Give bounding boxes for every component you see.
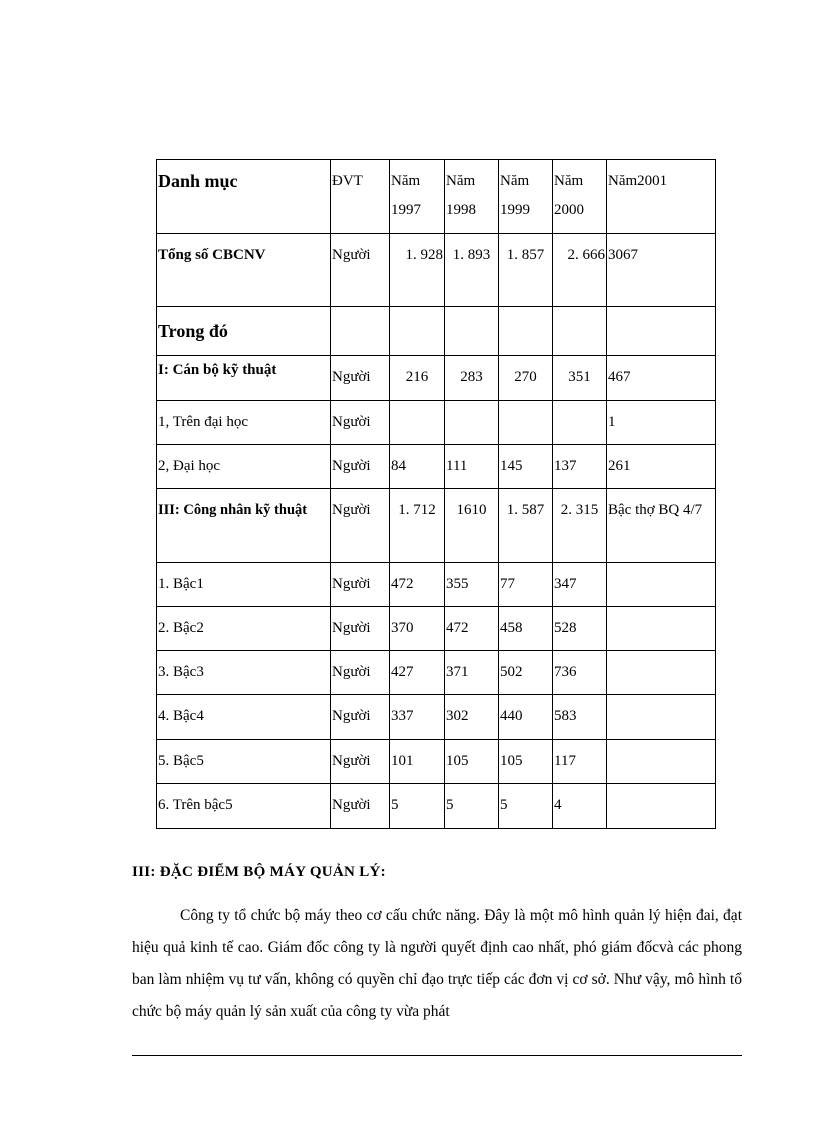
row-1997: 84 (390, 445, 445, 489)
row-category: 6. Trên bậc5 (157, 784, 331, 829)
table-row (157, 234, 716, 307)
row-2000: 137 (553, 445, 607, 489)
row-category: 2, Đại học (157, 445, 331, 489)
row-unit: Người (331, 234, 390, 307)
row-2000: 4 (553, 784, 607, 829)
row-2000: 2. 315 (553, 489, 607, 563)
row-1999 (499, 401, 553, 445)
row-1998: 302 (445, 695, 499, 740)
header-1997: Năm 1997 (390, 160, 445, 234)
row-1998 (445, 401, 499, 445)
row-1997: 472 (390, 563, 445, 607)
header-2000: Năm 2000 (553, 160, 607, 234)
header-category: Danh mục (157, 160, 331, 234)
workforce-table (156, 159, 716, 829)
row-1998: 355 (445, 563, 499, 607)
row-2000 (553, 307, 607, 356)
row-1998: 111 (445, 445, 499, 489)
row-1999: 458 (499, 607, 553, 651)
row-1997 (390, 401, 445, 445)
row-1999: 270 (499, 356, 553, 401)
row-1997: 1. 712 (390, 489, 445, 563)
row-1997: 216 (390, 356, 445, 401)
row-2000: 583 (553, 695, 607, 740)
row-2001 (607, 307, 716, 356)
header-row (157, 160, 716, 234)
row-category: 3. Bậc3 (157, 651, 331, 695)
row-1998: 1610 (445, 489, 499, 563)
row-unit: Người (331, 607, 390, 651)
table-row (157, 563, 716, 607)
row-1997: 370 (390, 607, 445, 651)
row-2001 (607, 607, 716, 651)
row-1997: 101 (390, 740, 445, 784)
row-1999: 440 (499, 695, 553, 740)
row-2001: Bậc thợ BQ 4/7 (607, 489, 716, 563)
row-1998: 371 (445, 651, 499, 695)
row-unit: Người (331, 651, 390, 695)
row-category: III: Công nhân kỹ thuật (157, 489, 331, 563)
row-1999: 1. 857 (499, 234, 553, 307)
header-1999: Năm 1999 (499, 160, 553, 234)
row-1997 (390, 307, 445, 356)
row-category: Trong đó (157, 307, 331, 356)
table-row (157, 356, 716, 401)
row-1997: 337 (390, 695, 445, 740)
row-unit (331, 307, 390, 356)
row-2000: 347 (553, 563, 607, 607)
row-category: 1. Bậc1 (157, 563, 331, 607)
row-2001: 3067 (607, 234, 716, 307)
table-row (157, 607, 716, 651)
header-2001: Năm2001 (607, 160, 716, 234)
header-1998: Năm 1998 (445, 160, 499, 234)
row-2001 (607, 695, 716, 740)
footer-divider (132, 1055, 742, 1056)
table-row (157, 445, 716, 489)
row-category: 4. Bậc4 (157, 695, 331, 740)
row-category: 5. Bậc5 (157, 740, 331, 784)
row-category: 2. Bậc2 (157, 607, 331, 651)
row-2000: 351 (553, 356, 607, 401)
row-unit: Người (331, 563, 390, 607)
row-2000: 117 (553, 740, 607, 784)
row-unit: Người (331, 489, 390, 563)
table-row (157, 307, 716, 356)
table-row (157, 784, 716, 829)
row-2001: 467 (607, 356, 716, 401)
table-row (157, 489, 716, 563)
row-1998 (445, 307, 499, 356)
row-1998: 1. 893 (445, 234, 499, 307)
row-unit: Người (331, 401, 390, 445)
row-1999: 145 (499, 445, 553, 489)
table-row (157, 401, 716, 445)
row-1998: 283 (445, 356, 499, 401)
row-1999: 1. 587 (499, 489, 553, 563)
row-unit: Người (331, 740, 390, 784)
row-2000 (553, 401, 607, 445)
row-unit: Người (331, 784, 390, 829)
row-2001 (607, 563, 716, 607)
row-1999: 502 (499, 651, 553, 695)
table-row (157, 695, 716, 740)
section-heading: III: ĐẶC ĐIỂM BỘ MÁY QUẢN LÝ: (132, 864, 386, 880)
row-2001 (607, 651, 716, 695)
row-2000: 528 (553, 607, 607, 651)
section-paragraph: Công ty tổ chức bộ máy theo cơ cấu chức năng. Đây là một mô hình quản lý hiện đai, đạt hiệu quả kinh tế cao. Giám đốc công ty là người quyết định cao nhất, phó giám đốcvà các phong ban làm nhiệm vụ tư vấn, không có quyền chỉ đạo trực tiếp các đơn vị cơ sở. Như vậy, mô hình tổ chức bộ máy quản lý sản xuất của công ty vừa phát (132, 907, 742, 1020)
row-1998: 472 (445, 607, 499, 651)
row-1997: 5 (390, 784, 445, 829)
row-2000: 736 (553, 651, 607, 695)
row-2001: 1 (607, 401, 716, 445)
row-1997: 1. 928 (390, 234, 445, 307)
row-1999: 77 (499, 563, 553, 607)
header-unit: ĐVT (331, 160, 390, 234)
row-1999 (499, 307, 553, 356)
row-unit: Người (331, 445, 390, 489)
row-1998: 5 (445, 784, 499, 829)
row-1997: 427 (390, 651, 445, 695)
row-category: Tổng số CBCNV (157, 234, 331, 307)
row-2001 (607, 740, 716, 784)
row-unit: Người (331, 695, 390, 740)
table-row (157, 740, 716, 784)
row-1998: 105 (445, 740, 499, 784)
row-category: I: Cán bộ kỹ thuật (157, 356, 331, 401)
row-2001 (607, 784, 716, 829)
row-1999: 5 (499, 784, 553, 829)
row-2000: 2. 666 (553, 234, 607, 307)
table-row (157, 651, 716, 695)
row-1999: 105 (499, 740, 553, 784)
row-unit: Người (331, 356, 390, 401)
row-2001: 261 (607, 445, 716, 489)
row-category: 1, Trên đại học (157, 401, 331, 445)
